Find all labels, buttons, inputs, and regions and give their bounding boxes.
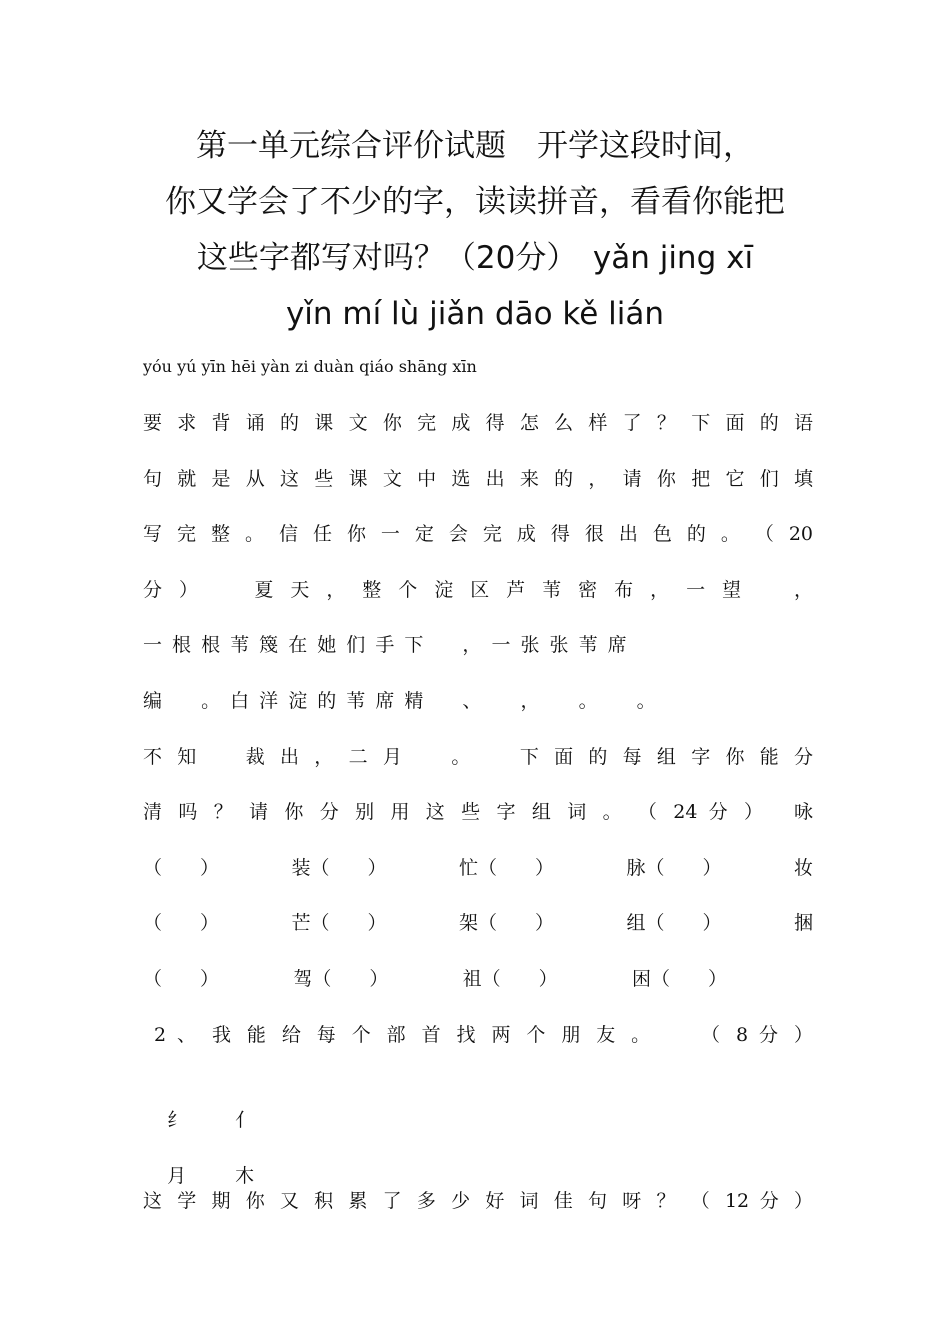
grid-cell: 组（ ） xyxy=(626,912,722,935)
word-grid-row-3 xyxy=(143,964,813,1020)
body-line-6: 编 。 白 洋 淀 的 苇 席 精 、 ， 。 。 xyxy=(143,689,656,712)
radical-label: 木 xyxy=(235,1164,255,1187)
grid-cell: （ ） xyxy=(143,856,220,879)
body-line-1: 要 求 背 诵 的 课 文 你 完 成 得 怎 么 样 了 ？ 下 面 的 语 xyxy=(143,412,813,434)
title-line-1: 第一单元综合评价试题 开学这段时间， xyxy=(196,128,754,164)
grid-cell: （ ） xyxy=(143,967,220,990)
grid-cell: 妆 xyxy=(793,856,813,879)
radical-row-2 xyxy=(143,1131,813,1187)
title-line-2: 你又学会了不少的字，读读拼音，看看你能把 xyxy=(165,184,785,220)
word-grid-row-2 xyxy=(143,908,813,964)
pinyin-line: yóu yú yīn hēi yàn zi duàn qiáo shāng xīn xyxy=(143,357,477,376)
grid-cell: 芒（ ） xyxy=(291,912,387,935)
grid-cell: 脉（ ） xyxy=(626,856,722,879)
radical-label: 亻 xyxy=(235,1109,255,1132)
title-line-4: yǐn mí lù jiǎn dāo kě lián xyxy=(285,296,665,332)
grid-cell: 困（ ） xyxy=(631,967,727,990)
radical-label: 纟 xyxy=(167,1109,187,1132)
exam-title xyxy=(120,118,830,342)
grid-cell: 祖（ ） xyxy=(462,967,558,990)
radical-row-1 xyxy=(143,1075,813,1131)
grid-cell: 装（ ） xyxy=(291,856,387,879)
recitation-section xyxy=(143,408,813,1242)
body-line-3: 写 完 整 。 信 任 你 一 定 会 完 成 得 很 出 色 的 。 （ 20 xyxy=(143,523,813,546)
body-line-5: 一 根 根 苇 篾 在 她 们 手 下 ， 一 张 张 苇 席 xyxy=(143,634,627,657)
grid-cell: 捆 xyxy=(793,912,813,935)
radical-label: 月 xyxy=(167,1164,187,1187)
grid-cell: （ ） xyxy=(143,912,220,935)
grid-cell: 驾（ ） xyxy=(293,967,389,990)
body-line-8: 清 吗 ？ 请 你 分 别 用 这 些 字 组 词 。 （ 24 分 ） 咏 xyxy=(143,801,813,824)
section-2-heading: 2 、 我 能 给 每 个 部 首 找 两 个 朋 友 。 （ 8 分 ） xyxy=(143,1023,813,1046)
section-3-heading: 这 学 期 你 又 积 累 了 多 少 好 词 佳 句 呀 ？ （ 12 分 ） xyxy=(143,1190,813,1213)
body-line-4: 分 ） 夏 天 ， 整 个 淀 区 芦 苇 密 布 ， 一 望 ， xyxy=(143,578,813,601)
title-line-3: 这些字都写对吗？（20分） yǎn jing xī xyxy=(196,240,754,276)
body-line-2: 句 就 是 从 这 些 课 文 中 选 出 来 的 ， 请 你 把 它 们 填 xyxy=(143,467,813,490)
grid-cell: 忙（ ） xyxy=(458,856,554,879)
word-grid-row-1 xyxy=(143,853,813,909)
body-line-7: 不 知 裁 出 ， 二 月 。 下 面 的 每 组 字 你 能 分 xyxy=(143,745,813,768)
grid-cell: 架（ ） xyxy=(458,912,554,935)
